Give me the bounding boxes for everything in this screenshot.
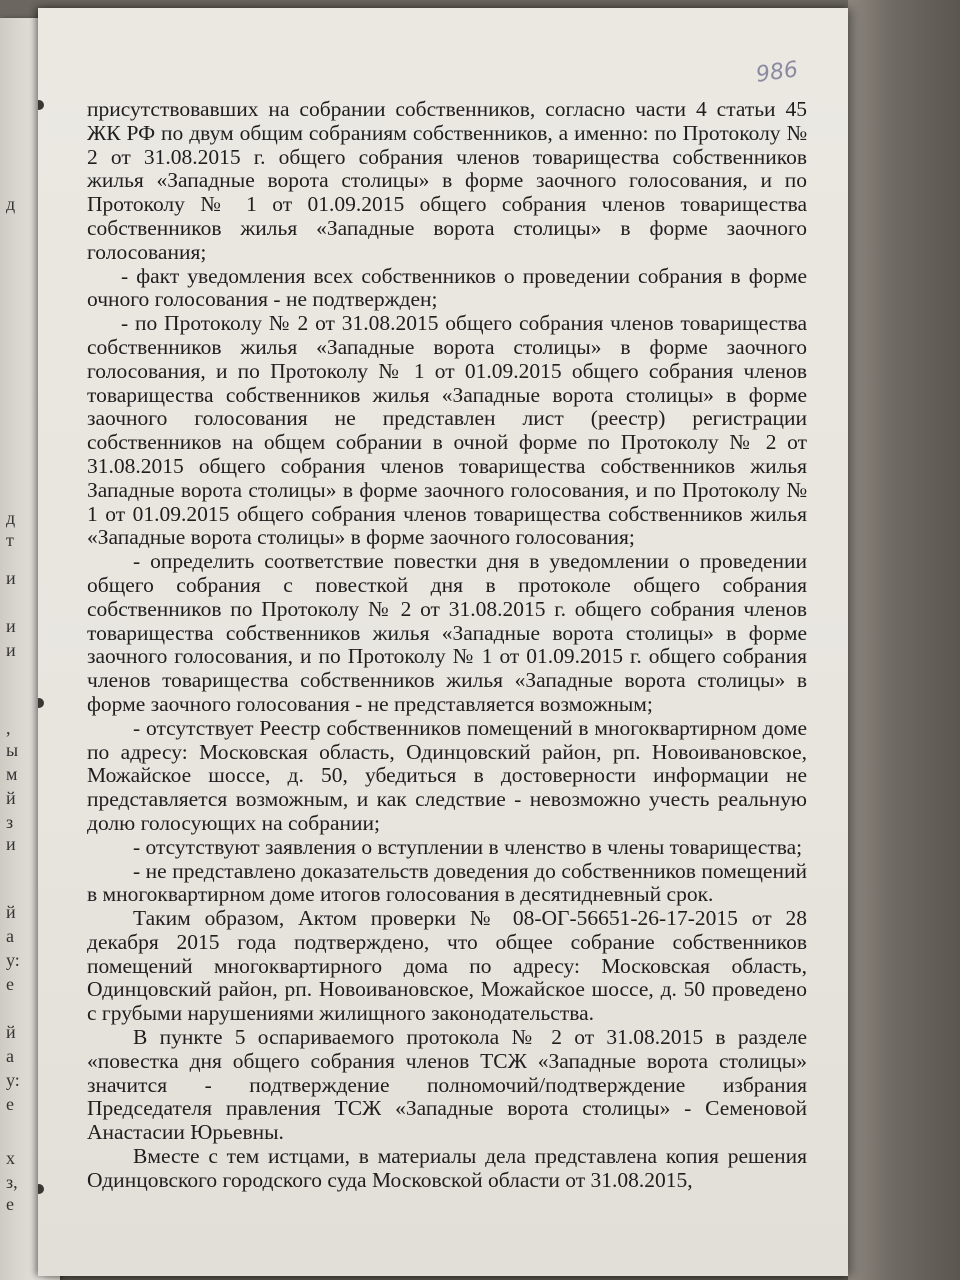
under-page-fragment: з, xyxy=(6,1172,18,1192)
under-page-fragment: а xyxy=(6,926,14,946)
paragraph: - по Протоколу № 2 от 31.08.2015 общего собрания членов товарищества собственников жилья «Западные ворота столицы» в форме заочного голосования, и по Протоколу № 1 от 01.09.2015 общего собрания членов товарищества собственников жилья «Западные ворота столицы» в форме заочного голосования не представлен лист (реестр) регистрации собственников на общем собрании в очной форме по Протоколу № 2 от 31.08.2015 общего собрания членов товарищества собственников жилья Западные ворота столицы» в форме заочного голосования, и по Протоколу № 1 от 01.09.2015 общего собрания членов товарищества собственников жилья «Западные ворота столицы» в форме заочного голосования; xyxy=(87,311,807,550)
under-page-fragment: у: xyxy=(6,1070,20,1090)
under-page-fragment: ы xyxy=(6,740,19,760)
under-page-fragment: и xyxy=(6,616,16,636)
paragraph: В пункте 5 оспариваемого протокола № 2 от 31.08.2015 в разделе «повестка дня общего собрания членов ТСЖ «Западные ворота столицы» значится - подтверждение полномочий/подтверждение избрания Председателя правления ТСЖ «Западные ворота столицы» - Семеновой Анастасии Юрьевны. xyxy=(87,1025,807,1145)
under-page-fragment: д xyxy=(6,508,16,528)
under-page-fragment: е xyxy=(6,974,14,994)
paragraph: Таким образом, Актом проверки № 08-ОГ-56651-26-17-2015 от 28 декабря 2015 года подтверждено, что общее собрание собственников помещений многоквартирного дома по адресу: Московская область, Одинцовский район, рп. Новоивановское, Можайское шоссе, д. 50 проведено с грубыми нарушениями жилищного законодательства. xyxy=(87,906,807,1026)
paragraph: - факт уведомления всех собственников о проведении собрания в форме очного голосования - не подтвержден; xyxy=(87,263,807,312)
binding-hole xyxy=(38,100,44,110)
document-body xyxy=(87,98,807,1193)
binding-hole xyxy=(38,698,44,708)
under-page-fragment: е xyxy=(6,1094,14,1114)
desk-edge xyxy=(848,0,960,1280)
under-page-fragment: а xyxy=(6,1046,14,1066)
under-page-fragment: , xyxy=(6,718,11,738)
under-page-fragment: й xyxy=(6,1022,16,1042)
under-page-fragment: т xyxy=(6,530,14,550)
under-page-fragment: у: xyxy=(6,950,20,970)
under-page-fragment: м xyxy=(6,764,18,784)
under-page-fragment: и xyxy=(6,834,16,854)
document-page xyxy=(38,8,848,1276)
under-page-fragment: е xyxy=(6,1194,14,1214)
under-page-fragment: д xyxy=(6,194,16,214)
page-number-mark: 986 xyxy=(754,57,800,88)
paragraph: - отсутствуют заявления о вступлении в членство в члены товарищества; xyxy=(133,834,803,859)
paragraph: Вместе с тем истцами, в материалы дела представлена копия решения Одинцовского городского суда Московской области от 31.08.2015, xyxy=(87,1144,807,1192)
under-page-fragment: й xyxy=(6,788,16,808)
paragraph: - определить соответствие повестки дня в уведомлении о проведении общего собрания с повесткой дня в протоколе общего собрания собственников по Протоколу № 2 от 31.08.2015 г. общего собрания членов товарищества собственников жилья «Западные ворота столицы» в форме заочного голосования, и по Протоколу № 1 от 01.09.2015 г. общего собрания членов товарищества собственников жилья «Западные ворота столицы» в форме заочного голосования - не представляется возможным; xyxy=(87,549,807,716)
under-page-fragment: х xyxy=(6,1148,15,1168)
under-page-fragment: й xyxy=(6,902,16,922)
under-page-fragment: и xyxy=(6,568,16,588)
binding-hole xyxy=(38,1184,44,1194)
under-page-fragment: и xyxy=(6,640,16,660)
under-page-fragment: з xyxy=(6,812,14,832)
paragraph: - отсутствует Реестр собственников помещений в многоквартирном доме по адресу: Московская область, Одинцовский район, рп. Новоивановское, Можайское шоссе, д. 50, убедиться в достоверности информации не представляется возможным, и как следствие - невозможно учесть реальную долю голосующих на собрании; xyxy=(87,715,807,835)
paragraph: - не представлено доказательств доведения до собственников помещений в многоквартирном доме итогов голосования в десятидневный срок. xyxy=(87,858,807,907)
paragraph: присутствовавших на собрании собственников, согласно части 4 статьи 45 ЖК РФ по двум общим собраниям собственников, а именно: по Протоколу № 2 от 31.08.2015 г. общего собрания членов товарищества собственников жилья «Западные ворота столицы» в форме заочного голосования, и по Протоколу № 1 от 01.09.2015 общего собрания членов товарищества собственников жилья «Западные ворота столицы» в форме заочного голосования; xyxy=(87,97,807,264)
